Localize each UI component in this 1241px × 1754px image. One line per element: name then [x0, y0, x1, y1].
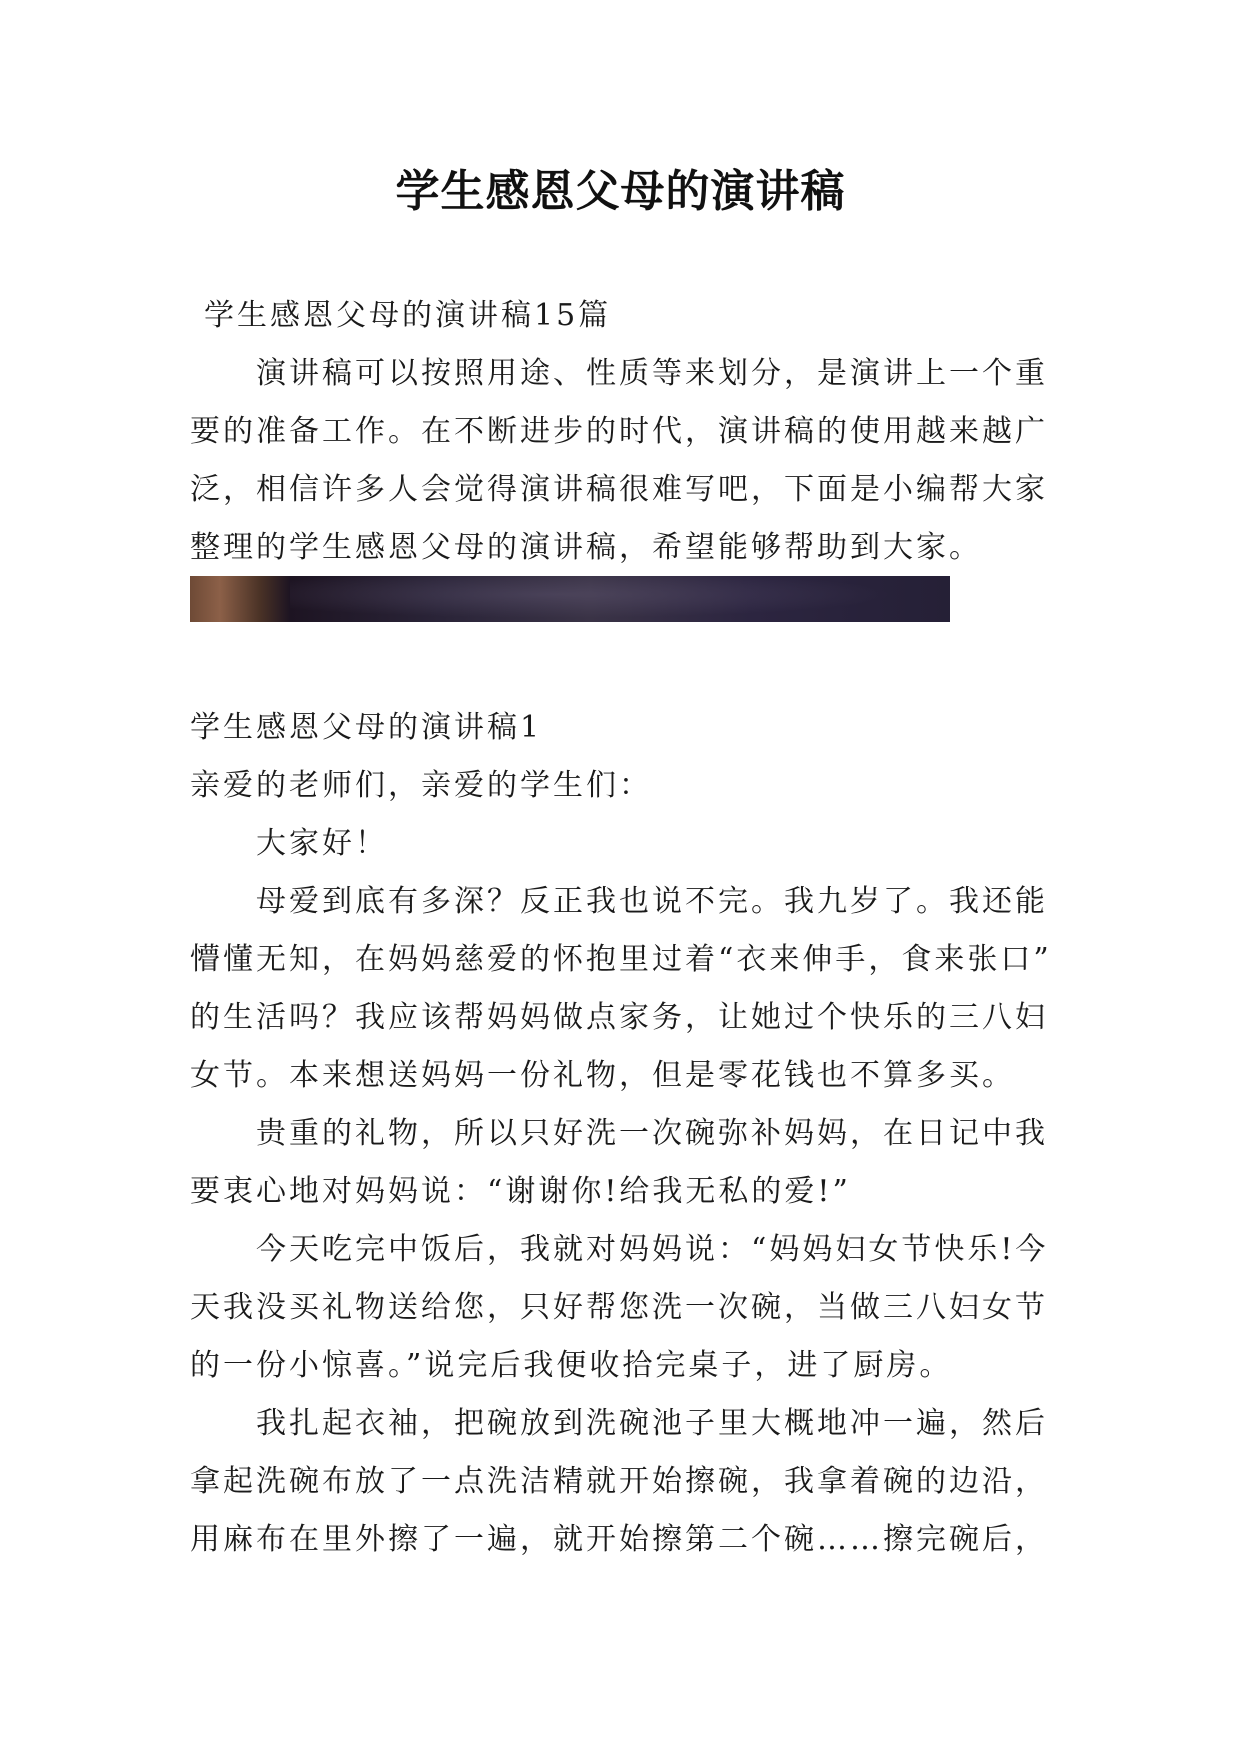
intro-line: 演讲稿可以按照用途、性质等来划分，是演讲上一个重 [256, 356, 1048, 391]
paragraph-line: 的一份小惊喜。”说完后我便收拾完桌子，进了厨房。 [190, 1348, 953, 1383]
greeting: 大家好！ [256, 826, 388, 861]
paragraph-line: 拿起洗碗布放了一点洗洁精就开始擦碗，我拿着碗的边沿， [190, 1464, 1048, 1499]
paragraph-line: 今天吃完中饭后，我就对妈妈说：“妈妈妇女节快乐!今 [256, 1232, 1049, 1267]
photo-shading [290, 576, 950, 622]
decorative-photo-strip [190, 576, 950, 622]
document-subtitle: 学生感恩父母的演讲稿15篇 [204, 298, 612, 333]
paragraph-line: 贵重的礼物，所以只好洗一次碗弥补妈妈，在日记中我 [256, 1116, 1048, 1151]
document-title: 学生感恩父母的演讲稿 [395, 166, 846, 217]
paragraph-line: 女节。本来想送妈妈一份礼物，但是零花钱也不算多买。 [190, 1058, 1015, 1093]
salutation: 亲爱的老师们，亲爱的学生们： [190, 768, 652, 803]
paragraph-line: 天我没买礼物送给您，只好帮您洗一次碗，当做三八妇女节 [190, 1290, 1048, 1325]
paragraph-line: 母爱到底有多深？反正我也说不完。我九岁了。我还能 [256, 884, 1048, 919]
intro-line: 泛，相信许多人会觉得演讲稿很难写吧，下面是小编帮大家 [190, 472, 1048, 507]
paragraph-line: 我扎起衣袖，把碗放到洗碗池子里大概地冲一遍，然后 [256, 1406, 1048, 1441]
section-heading: 学生感恩父母的演讲稿1 [190, 710, 543, 745]
paragraph-line: 懵懂无知，在妈妈慈爱的怀抱里过着“衣来伸手，食来张口” [190, 942, 1052, 977]
paragraph-line: 要衷心地对妈妈说：“谢谢你!给我无私的爱!” [190, 1174, 851, 1209]
paragraph-line: 的生活吗？我应该帮妈妈做点家务，让她过个快乐的三八妇 [190, 1000, 1048, 1035]
intro-line: 整理的学生感恩父母的演讲稿，希望能够帮助到大家。 [190, 530, 982, 565]
intro-line: 要的准备工作。在不断进步的时代，演讲稿的使用越来越广 [190, 414, 1048, 449]
paragraph-line: 用麻布在里外擦了一遍，就开始擦第二个碗……擦完碗后， [190, 1522, 1048, 1557]
